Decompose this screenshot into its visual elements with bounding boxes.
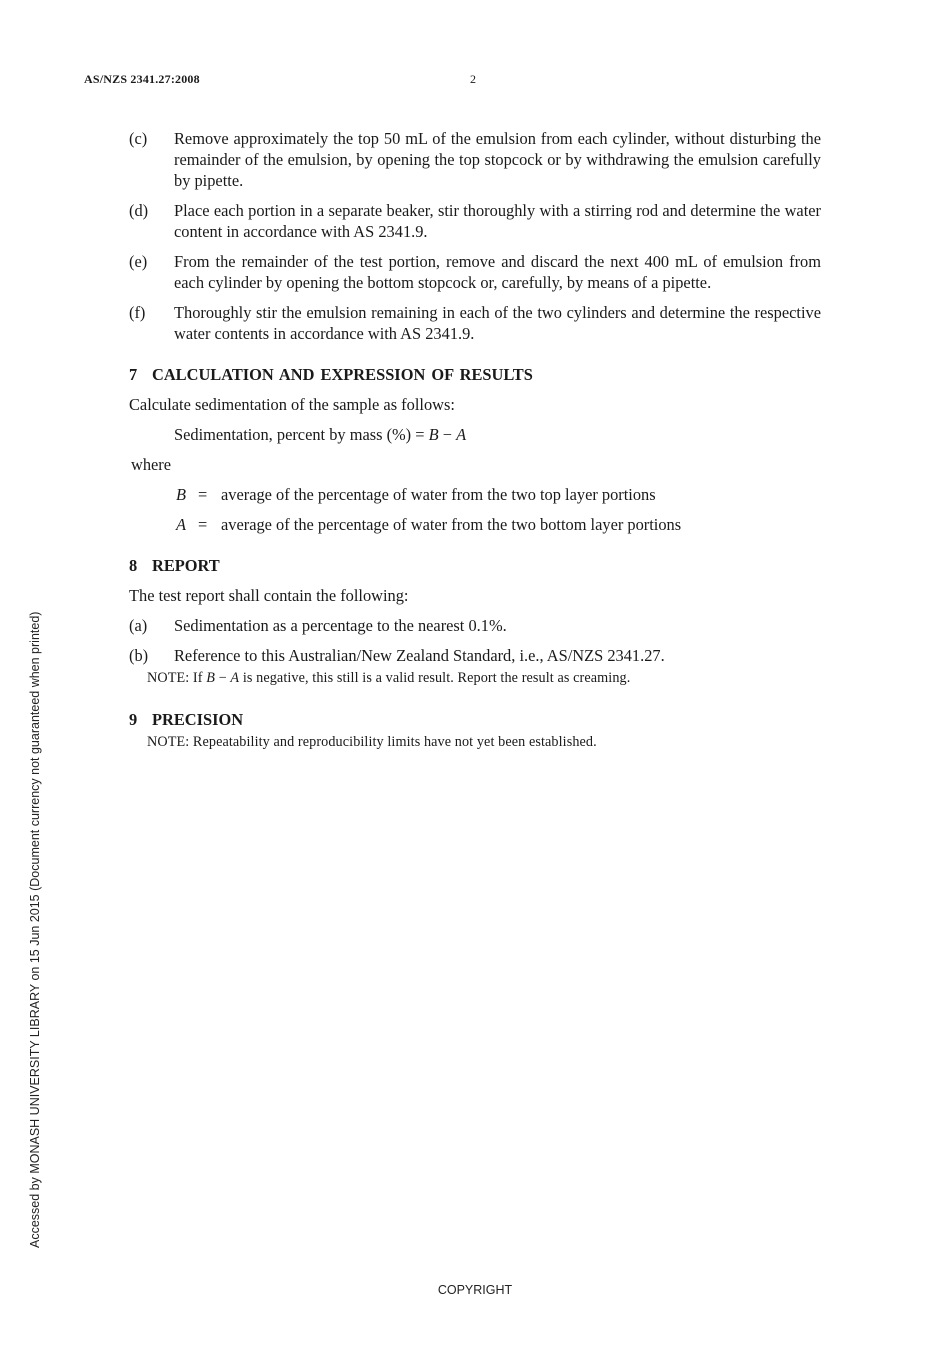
calculation-intro: Calculate sedimentation of the sample as follows: — [129, 395, 455, 414]
section-title: CALCULATION AND EXPRESSION OF RESULTS — [152, 365, 533, 384]
list-item-label: (c) — [129, 129, 148, 148]
list-item-text: Sedimentation as a percentage to the nearest 0.1%. — [174, 616, 507, 635]
access-watermark: Accessed by MONASH UNIVERSITY LIBRARY on 15 Jun 2015 (Document currency not guaranteed when printed) — [28, 611, 42, 1248]
definition-row — [129, 514, 821, 535]
note-symbol-a: A — [230, 670, 240, 686]
list-item-label: (e) — [129, 252, 148, 271]
list-item — [129, 128, 821, 191]
note-minus: − — [215, 670, 231, 686]
list-item-text: Thoroughly stir the emulsion remaining in each of the two cylinders and determine the respective water contents in accordance with AS 2341.9. — [174, 303, 821, 343]
list-item — [129, 200, 821, 242]
formula-symbol-a: A — [456, 425, 467, 444]
list-item-label: (a) — [129, 616, 148, 635]
standard-id: AS/NZS 2341.27:2008 — [84, 72, 200, 86]
document-body — [129, 128, 821, 762]
section-title: PRECISION — [152, 710, 244, 729]
formula-symbol-b: B — [428, 425, 439, 444]
list-item — [129, 251, 821, 293]
report-note — [129, 668, 821, 689]
report-intro: The test report shall contain the following: — [129, 586, 409, 605]
note-prefix: NOTE: If — [147, 670, 207, 686]
list-item-label: (d) — [129, 201, 149, 220]
section-heading-report — [129, 555, 821, 576]
list-item — [129, 302, 821, 344]
list-item — [129, 645, 821, 666]
where-label: where — [131, 455, 172, 474]
definition-text: average of the percentage of water from the two bottom layer portions — [221, 515, 682, 534]
list-item-label: (b) — [129, 646, 149, 665]
copyright-footer: COPYRIGHT — [437, 1283, 513, 1297]
section-title: REPORT — [152, 556, 220, 575]
definition-symbol: B — [176, 485, 187, 504]
formula-minus: − — [438, 425, 457, 444]
section-number: 8 — [129, 556, 138, 575]
list-item — [129, 615, 821, 636]
section-heading-calculation — [129, 364, 821, 385]
definition-symbol: A — [176, 515, 187, 534]
sedimentation-formula — [129, 424, 821, 445]
definition-equals: = — [198, 515, 208, 534]
list-item-text: Place each portion in a separate beaker, stir thoroughly with a stirring rod and determine the water content in accordance with AS 2341.9. — [174, 201, 821, 241]
note-suffix: is negative, this still is a valid result. Report the result as creaming. — [239, 670, 631, 686]
section-number: 7 — [129, 365, 138, 384]
formula-text: Sedimentation, percent by mass (%) = — [174, 425, 429, 444]
definition-row — [129, 484, 821, 505]
list-item-text: From the remainder of the test portion, remove and discard the next 400 mL of emulsion from each cylinder by opening the bottom stopcock or, carefully, by means of a pipette. — [174, 252, 821, 292]
section-heading-precision — [129, 709, 821, 730]
definition-text: average of the percentage of water from the two top layer portions — [221, 485, 656, 504]
section-number: 9 — [129, 710, 138, 729]
note-symbol-b: B — [206, 670, 215, 686]
list-item-text: Remove approximately the top 50 mL of the emulsion from each cylinder, without disturbing the remainder of the emulsion, by opening the top stopcock or by withdrawing the emulsion carefully by pipette. — [174, 129, 821, 190]
definition-equals: = — [198, 485, 208, 504]
list-item-label: (f) — [129, 303, 146, 322]
page-number: 2 — [470, 72, 476, 86]
list-item-text: Reference to this Australian/New Zealand Standard, i.e., AS/NZS 2341.27. — [174, 646, 665, 665]
precision-note: NOTE: Repeatability and reproducibility limits have not yet been established. — [147, 734, 597, 750]
